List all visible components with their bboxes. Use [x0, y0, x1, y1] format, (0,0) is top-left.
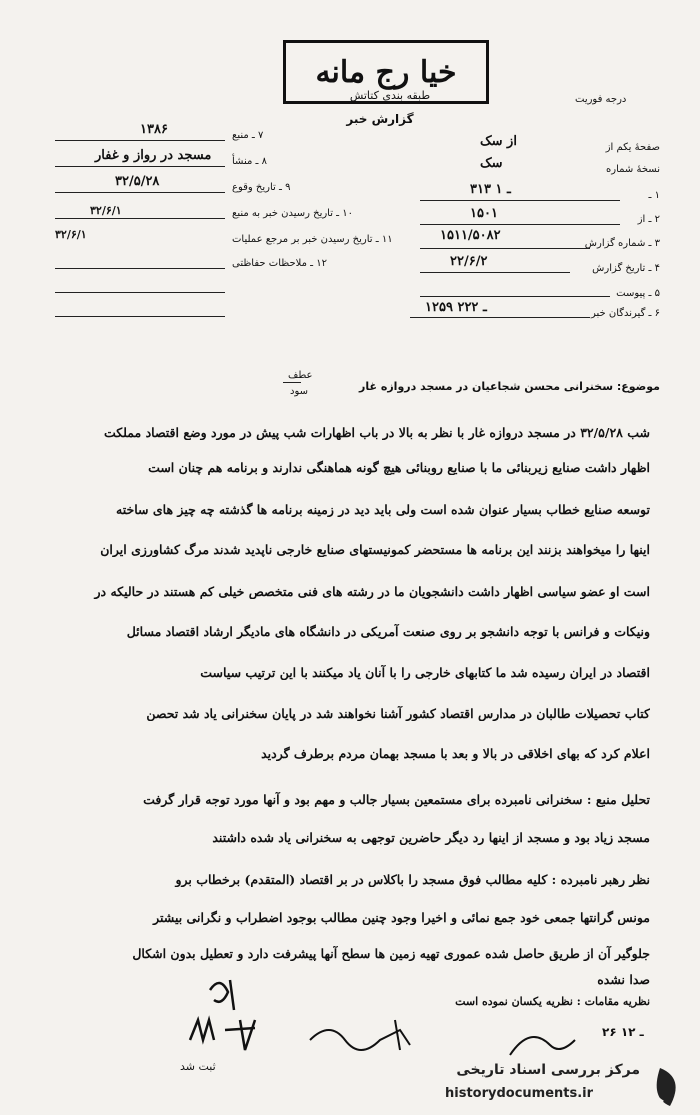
- field-value: ۱۵۱۱/۵۰۸۲: [440, 228, 501, 243]
- field-label: ۱۱ ـ تاریخ رسیدن خبر بر مرجع عملیات: [232, 234, 393, 245]
- field-value: ۱۵۰۱: [470, 206, 498, 221]
- margin-note-top: عطف: [288, 370, 313, 381]
- body-line: توسعه صنایع خطاب بسیار عنوان شده است ولی باید دید در زمینه برنامه ها گذشته چه چیز های ساخته: [116, 502, 650, 517]
- body-line: نظر رهبر نامبرده : کلیه مطالب فوق مسجد را باکلاس در بر اقتصاد (المتقدم) برخطاب برو: [175, 872, 650, 887]
- margin-rule: [283, 382, 301, 383]
- field-value: ۲۲/۶/۲: [450, 254, 488, 269]
- body-line: شب ۳۲/۵/۲۸ در مسجد دروازه غار با نظر به بالا در باب اظهارات شب پیش در مورد وضع اقتصاد مملکت: [103, 425, 650, 440]
- reference-number: ۲۶ ـ ۱۲: [602, 1025, 644, 1039]
- field-value: ۳۱۳ ـ ۱: [470, 182, 511, 197]
- field-rule: [55, 218, 225, 219]
- field-label: ۹ ـ تاریخ وقوع: [232, 182, 291, 193]
- field-rule: [55, 268, 225, 269]
- body-line: کتاب تحصیلات طالبان در مدارس اقتصاد کشور آشنا نخواهند شد در پایان سخنرانی یاد شد تحصن: [146, 706, 650, 721]
- margin-note-bottom: سود: [290, 386, 308, 397]
- body-line: اینها را میخواهند بزنند این برنامه ها مستحضر کمونیستهای صنایع خارجی ناپدید شدند مرگ کشاورزی ایران: [100, 542, 650, 557]
- logo-url-text: historydocuments.ir: [445, 1086, 594, 1101]
- field-label: ۱۲ ـ ملاحظات حفاظتی: [232, 258, 327, 269]
- field-label: نسخهٔ شماره: [606, 164, 660, 175]
- stamp-subtitle: طبقه بندی کتاتش: [349, 89, 431, 102]
- handwritten-initials: [300, 1010, 440, 1060]
- body-line: ونیکات و فرانس با توجه دانشجو بر روی صنعت آمریکی در دانشگاه های مادیگر ارشاد اقتصاد مسائل: [126, 624, 650, 639]
- body-line: صدا نشده: [597, 972, 650, 987]
- body-line: اعلام کرد که بهای اخلاقی در بالا و بعد با مسجد بهمان مردم برطرف گردید: [261, 746, 650, 761]
- handwritten-mark: [500, 1020, 590, 1065]
- body-line: مسجد زیاد بود و مسجد از اینها رد دیگر حاضرین توجهی به سخنرانی یاد شده داشتند: [212, 830, 650, 845]
- subject-line: موضوع: سخنرانی محسن شجاعیان در مسجد دروازه غار: [359, 380, 660, 393]
- field-rule: [55, 292, 225, 293]
- field-label: ۸ ـ منشأ: [232, 156, 268, 167]
- body-line: اظهار داشت صنایع زیربنائی ما با صنایع روبنائی هیچ گونه هماهنگی ندارند و برنامه هم چنان است: [148, 460, 650, 475]
- field-label: ۴ ـ تاریخ گزارش: [592, 263, 660, 274]
- field-label: ۱ ـ: [648, 190, 660, 201]
- field-rule: [420, 224, 620, 225]
- body-line: مونس گرانتها جمعی خود جمع نمائی و اخیرا وجود چنین مطالب بوجود اضطراب و نگرانی بیشتر: [153, 910, 650, 925]
- field-label: ۶ ـ گیرندگان خبر: [590, 308, 660, 319]
- body-line: تحلیل منبع : سخنرانی نامبرده برای مستمعین بسیار جالب و مهم بود و آنها مورد توجه قرار گرفت: [143, 792, 650, 807]
- field-rule: [55, 166, 225, 167]
- body-line: است او عضو سیاسی اظهار داشت دانشجویان ما در رشته های فنی متخصص خیلی کم هستند در حالیکه در: [94, 584, 650, 599]
- body-line: نظریه مقامات : نظریه یکسان نموده است: [455, 995, 650, 1008]
- report-label: گزارش خبر: [346, 112, 414, 126]
- field-label: ۱۰ ـ تاریخ رسیدن خبر به منبع: [232, 208, 354, 219]
- field-value: مسجد در رواز و غفار: [95, 148, 212, 163]
- field-value: از سک: [480, 134, 517, 149]
- field-label: ۵ ـ پیوست: [616, 288, 660, 299]
- field-label: ۳ ـ شماره گزارش: [584, 238, 660, 249]
- field-rule: [420, 272, 570, 273]
- field-rule: [420, 248, 590, 249]
- field-rule: [410, 317, 590, 318]
- priority-label: درجه فوریت: [575, 94, 627, 105]
- field-value: ۱۳۸۶: [140, 122, 168, 137]
- field-value: ۳۲/۵/۲۸: [115, 174, 160, 189]
- field-rule: [420, 200, 620, 201]
- stamp-title: خیا رج مانه: [315, 54, 457, 90]
- field-rule: [55, 192, 225, 193]
- field-value: ۳۲/۶/۱: [90, 204, 122, 217]
- field-value: ۱۲۵۹ ـ ۲۲۲: [425, 300, 487, 315]
- field-rule: [420, 296, 610, 297]
- field-rule: [55, 316, 225, 317]
- body-line: جلوگیر آن از طریق حاصل شده عموری تهیه زمین ها سطح آنها پیشرفت دارد و تعطیل بدون اشکال: [132, 946, 650, 961]
- signature-note: ثبت شد: [180, 1060, 216, 1073]
- field-label: ۲ ـ از: [637, 214, 660, 225]
- field-label: صفحهٔ یکم از: [605, 142, 660, 153]
- field-label: ۷ ـ منبع: [232, 130, 264, 141]
- body-line: اقتصاد در ایران رسیده شد ما کتابهای خارجی را با آنان یاد میکنند با این ترتیب سیاست: [200, 665, 650, 680]
- field-value: سک: [480, 156, 503, 171]
- field-rule: [55, 140, 225, 141]
- field-value: ۳۲/۶/۱: [55, 228, 87, 241]
- logo-persian-text: مرکز بررسی اسناد تاریخی: [456, 1062, 640, 1078]
